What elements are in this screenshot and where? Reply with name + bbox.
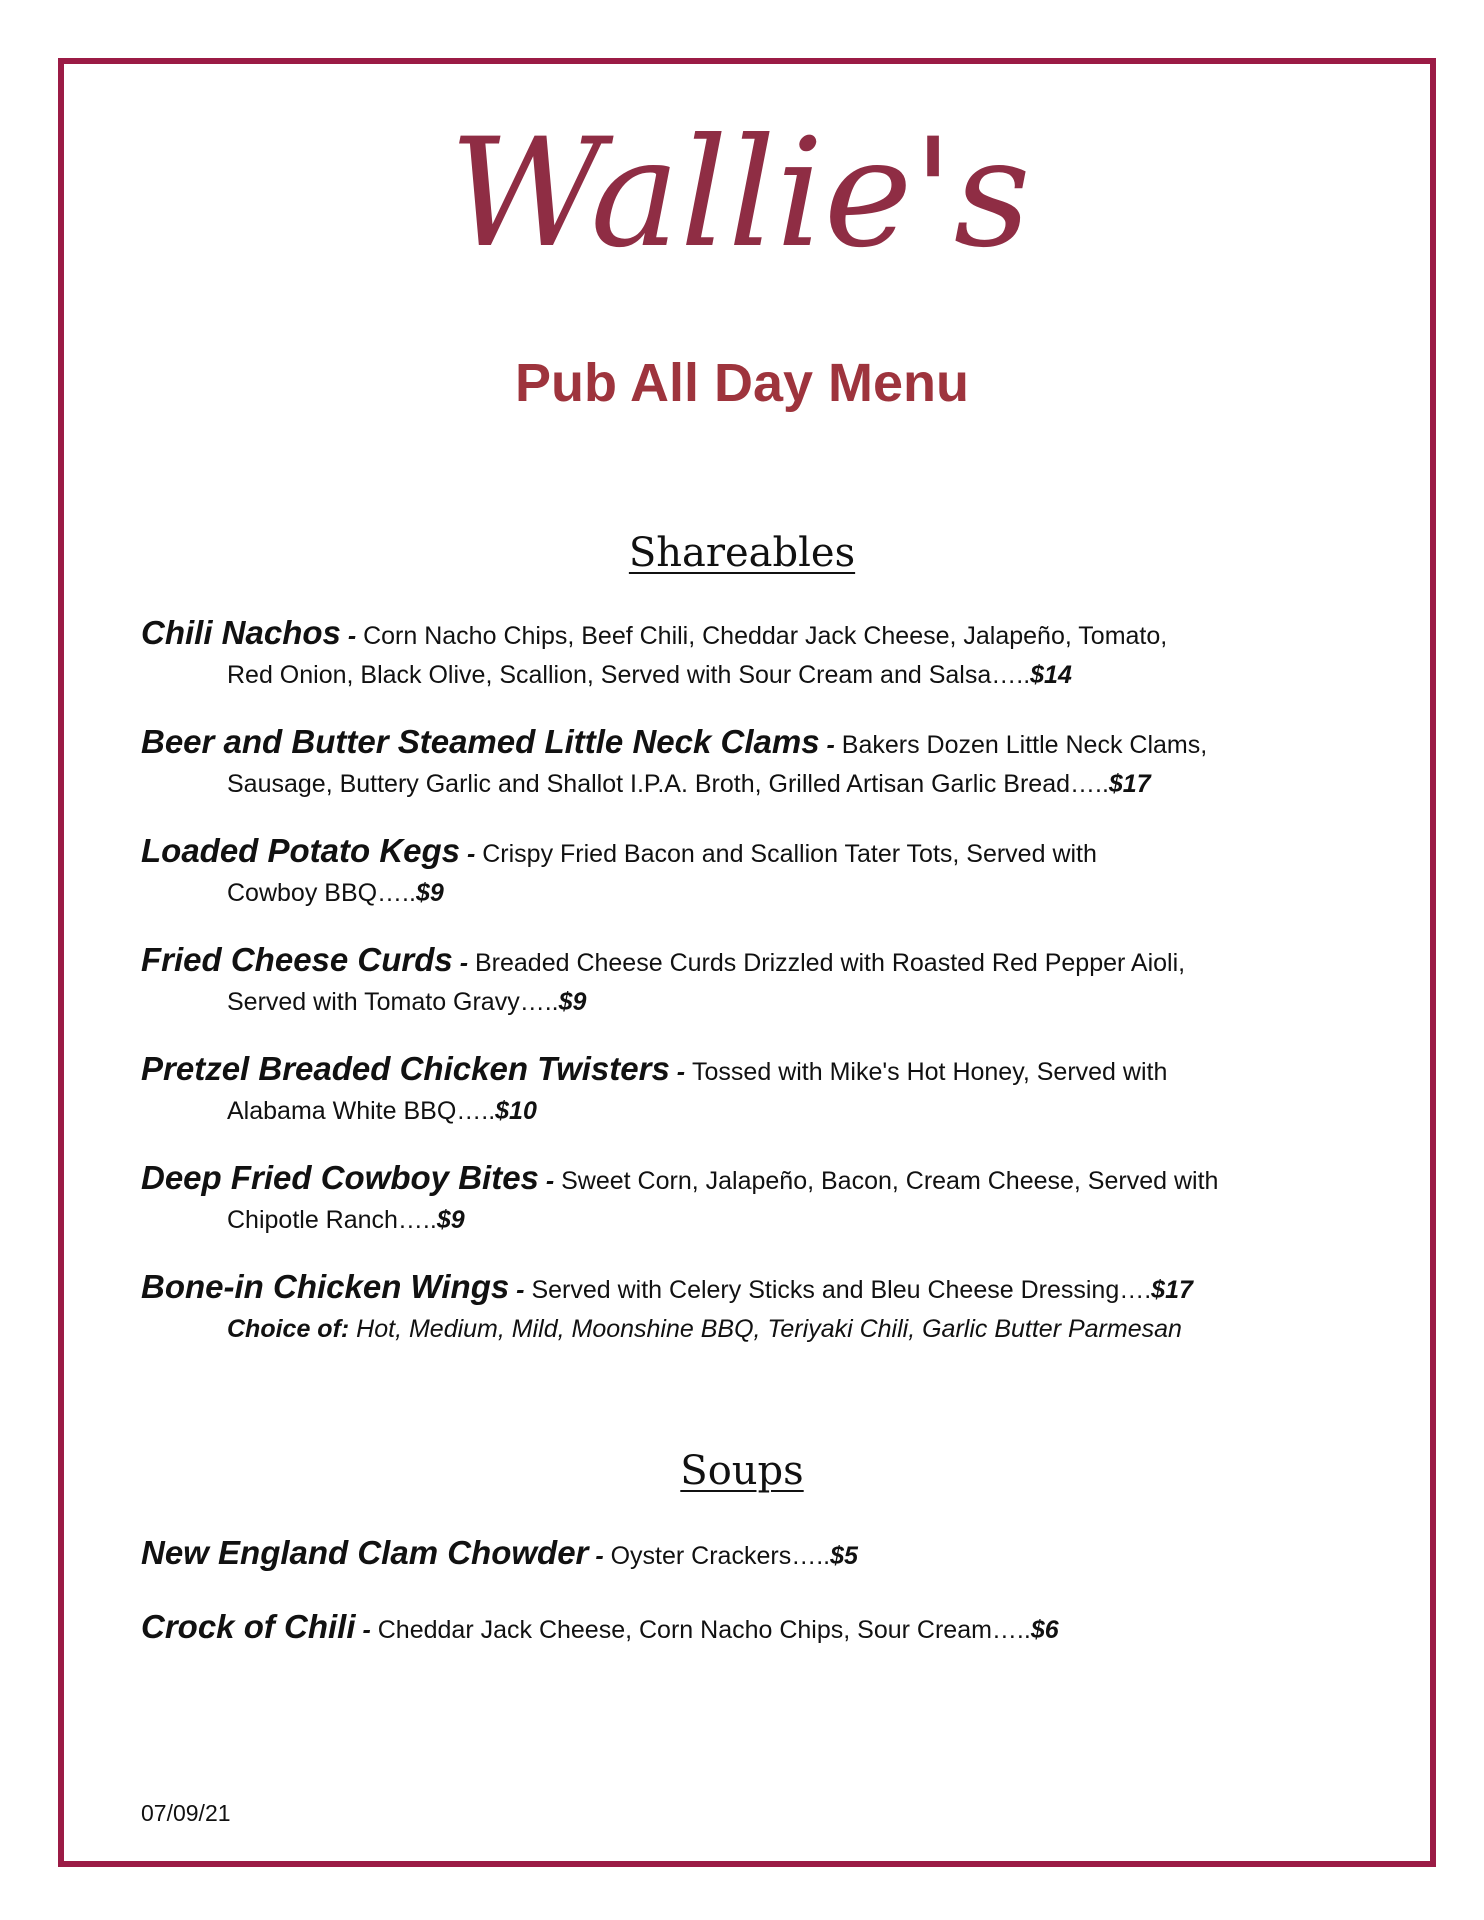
item-price: $17	[1151, 1276, 1193, 1304]
item-description: Cheddar Jack Cheese, Corn Nacho Chips, Sour Cream…..	[377, 1616, 1031, 1644]
item-description-cont: Alabama White BBQ…..	[227, 1097, 496, 1125]
section-title-soups: Soups	[680, 1448, 804, 1494]
item-description: Crispy Fried Bacon and Scallion Tater Tots, Served with	[482, 840, 1097, 868]
section-title-shareables: Shareables	[628, 530, 856, 576]
item-separator: -	[588, 1542, 611, 1570]
menu-item-fried-cheese-curds	[141, 940, 1311, 1021]
item-separator: -	[819, 731, 842, 759]
menu-title: Pub All Day Menu	[514, 353, 970, 413]
menu-item-crock-of-chili	[141, 1607, 1311, 1650]
item-description: Served with Celery Sticks and Bleu Cheese Dressing….	[531, 1276, 1152, 1304]
wing-choice-label: Choice of:	[227, 1315, 350, 1343]
item-separator: -	[340, 622, 364, 650]
item-description: Oyster Crackers…..	[610, 1542, 831, 1570]
item-price: $14	[1030, 661, 1072, 689]
menu-date: 07/09/21	[141, 1800, 231, 1826]
item-separator: -	[355, 1616, 378, 1644]
item-description: Corn Nacho Chips, Beef Chili, Cheddar Jack Cheese, Jalapeño, Tomato,	[363, 622, 1168, 650]
item-price: $9	[415, 879, 444, 907]
item-price: $10	[495, 1097, 537, 1125]
item-price: $17	[1108, 770, 1151, 798]
item-description-cont: Cowboy BBQ…..	[227, 879, 416, 907]
wing-choice-values: Hot, Medium, Mild, Moonshine BBQ, Teriyaki Chili, Garlic Butter Parmesan	[349, 1315, 1182, 1343]
menu-item-chili-nachos	[141, 613, 1311, 694]
item-name: Loaded Potato Kegs	[141, 832, 461, 869]
wallies-logo	[370, 100, 1110, 290]
item-description: Sweet Corn, Jalapeño, Bacon, Cream Cheese, Served with	[561, 1167, 1219, 1195]
item-separator: -	[509, 1276, 532, 1304]
item-name: Fried Cheese Curds	[141, 941, 453, 978]
logo-text: Wallie's	[449, 107, 1031, 281]
item-name: Deep Fried Cowboy Bites	[141, 1159, 539, 1196]
item-separator: -	[538, 1167, 562, 1195]
item-price: $6	[1030, 1616, 1059, 1644]
item-description: Bakers Dozen Little Neck Clams,	[841, 731, 1208, 759]
item-description-cont: Chipotle Ranch…..	[227, 1206, 437, 1234]
menu-item-chicken-wings	[141, 1267, 1311, 1348]
item-price: $9	[558, 988, 587, 1016]
item-description: Tossed with Mike's Hot Honey, Served with	[692, 1058, 1168, 1086]
item-separator: -	[460, 840, 483, 868]
item-description-cont: Served with Tomato Gravy…..	[227, 988, 559, 1016]
item-name: Pretzel Breaded Chicken Twisters	[141, 1050, 670, 1087]
menu-item-cowboy-bites	[141, 1158, 1311, 1239]
item-separator: -	[669, 1058, 693, 1086]
menu-item-loaded-potato-kegs	[141, 831, 1311, 912]
menu-item-clam-chowder	[141, 1533, 1311, 1576]
item-name: New England Clam Chowder	[141, 1534, 589, 1571]
item-name: Crock of Chili	[141, 1608, 356, 1645]
menu-item-chicken-twisters	[141, 1049, 1311, 1130]
menu-item-steamed-clams	[141, 722, 1311, 803]
item-description: Breaded Cheese Curds Drizzled with Roasted Red Pepper Aioli,	[474, 949, 1186, 977]
item-price: $9	[436, 1206, 465, 1234]
item-description-cont: Red Onion, Black Olive, Scallion, Served with Sour Cream and Salsa…..	[227, 661, 1031, 689]
item-separator: -	[452, 949, 475, 977]
item-name: Beer and Butter Steamed Little Neck Clams	[141, 723, 820, 760]
item-description-cont: Sausage, Buttery Garlic and Shallot I.P.A. Broth, Grilled Artisan Garlic Bread…..	[227, 770, 1109, 798]
wallies-logo-svg	[370, 100, 1110, 290]
item-name: Chili Nachos	[141, 614, 341, 651]
item-price: $5	[830, 1542, 858, 1570]
item-name: Bone-in Chicken Wings	[141, 1268, 510, 1305]
